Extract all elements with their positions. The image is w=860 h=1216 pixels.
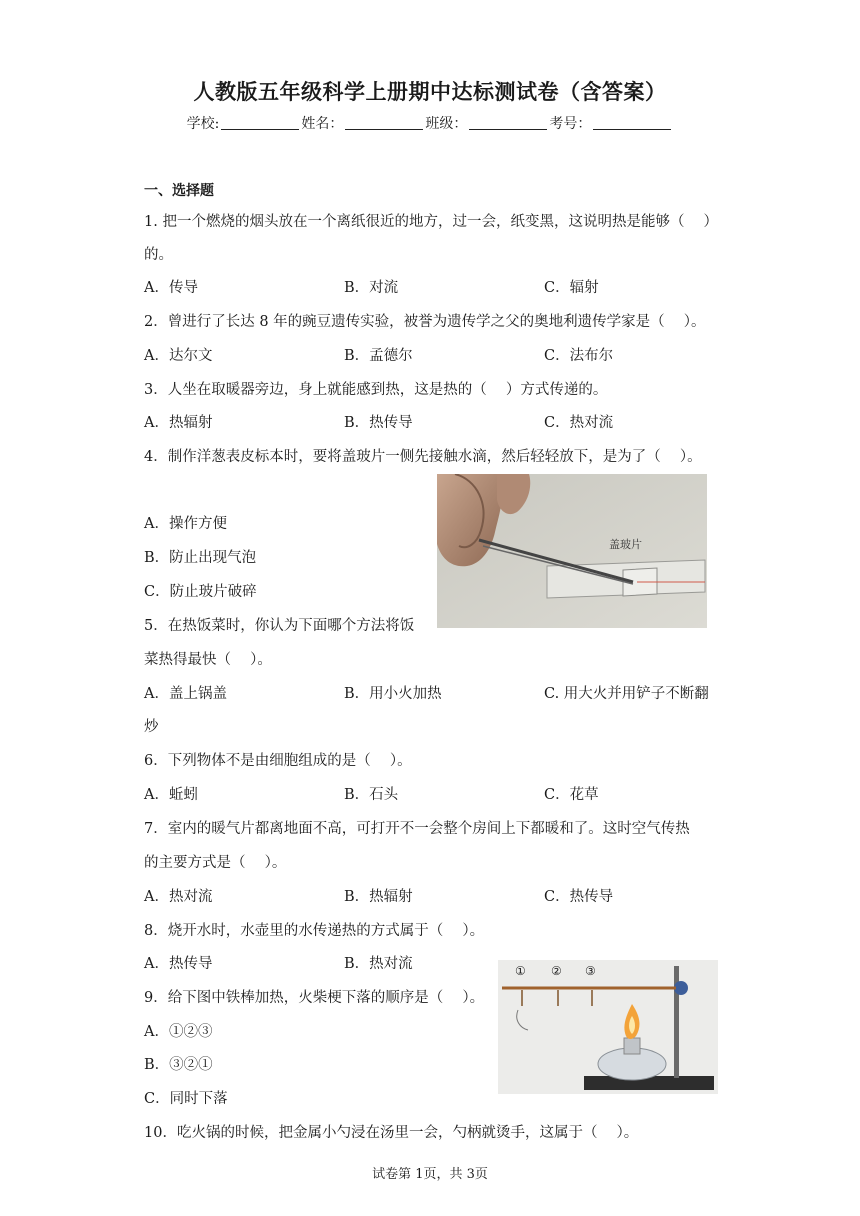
question-3-text: 3．人坐在取暖器旁边，身上就能感到热，这是热的（ ）方式传递的。 (144, 382, 608, 398)
coverslip-label: 盖玻片 (609, 538, 642, 551)
question-9-option-a: A．①②③ (144, 1024, 213, 1040)
class-label: 班级： (425, 116, 468, 132)
school-label: 学校: (186, 116, 220, 132)
question-9-text: 9．给下图中铁棒加热，火柴梗下落的顺序是（ ）。 (144, 990, 485, 1006)
question-6-option-a: A．蚯蚓 (144, 787, 198, 803)
question-5-option-b: B．用小火加热 (344, 686, 442, 702)
class-blank (469, 115, 547, 130)
question-5-option-a: A．盖上锅盖 (144, 686, 227, 702)
question-8-text: 8．烧开水时，水壶里的水传递热的方式属于（ ）。 (144, 923, 485, 939)
iron-rod-illustration (498, 960, 718, 1094)
question-9-option-b: B．③②① (144, 1057, 213, 1073)
question-4-option-a: A．操作方便 (144, 516, 227, 532)
question-1-option-a: A．传导 (144, 280, 198, 296)
question-1-text-cont: 的。 (144, 247, 173, 263)
question-7-option-c: C．热传导 (544, 889, 614, 905)
question-3-option-b: B．热传导 (344, 415, 413, 431)
question-1-text: 1. 把一个燃烧的烟头放在一个离纸很近的地方，过一会，纸变黑，这说明热是能够（ ） (144, 214, 719, 230)
marker-3-label: ③ (585, 964, 596, 978)
section-title: 一、选择题 (144, 183, 214, 199)
question-6-text: 6．下列物体不是由细胞组成的是（ ）。 (144, 753, 412, 769)
student-info-row (0, 113, 860, 133)
coverslip-photo (437, 474, 707, 628)
question-2-option-a: A．达尔文 (144, 348, 213, 364)
coverslip-illustration (437, 474, 707, 628)
page-footer: 试卷第 1页，共 3页 (372, 1167, 488, 1182)
question-7-text-cont: 的主要方式是（ ）。 (144, 855, 287, 871)
name-label: 姓名： (301, 116, 344, 132)
school-blank (221, 115, 299, 130)
question-9-option-c: C．同时下落 (144, 1091, 228, 1107)
number-label: 考号： (549, 116, 592, 132)
question-7-option-b: B．热辐射 (344, 889, 413, 905)
name-blank (345, 115, 423, 130)
question-7-text: 7．室内的暖气片都离地面不高，可打开不一会整个房间上下都暖和了。这时空气传热 (144, 821, 690, 837)
question-10-text: 10．吃火锅的时候，把金属小勺浸在汤里一会，勺柄就烫手，这属于（ ）。 (144, 1125, 639, 1141)
question-2-text: 2．曾进行了长达 8 年的豌豆遗传实验，被誉为遗传学之父的奥地利遗传学家是（ ）。 (144, 314, 706, 330)
marker-1-label: ① (515, 964, 526, 978)
marker-2-label: ② (551, 964, 562, 978)
question-6-option-c: C．花草 (544, 787, 599, 803)
iron-rod-heating-photo (498, 960, 718, 1094)
question-7-option-a: A．热对流 (144, 889, 213, 905)
question-4-option-b: B．防止出现气泡 (144, 550, 257, 566)
number-blank (593, 115, 671, 130)
question-2-option-b: B．孟德尔 (344, 348, 413, 364)
question-3-option-c: C．热对流 (544, 415, 614, 431)
question-3-option-a: A．热辐射 (144, 415, 213, 431)
question-1-option-c: C．辐射 (544, 280, 599, 296)
question-2-option-c: C．法布尔 (544, 348, 614, 364)
question-5-text: 5．在热饭菜时，你认为下面哪个方法将饭 (144, 618, 415, 634)
question-8-option-a: A．热传导 (144, 956, 213, 972)
question-1-option-b: B．对流 (344, 280, 399, 296)
page-title: 人教版五年级科学上册期中达标测试卷（含答案） (193, 79, 667, 104)
question-5-text-cont: 菜热得最快（ ）。 (144, 652, 272, 668)
question-6-option-b: B．石头 (344, 787, 399, 803)
question-8-option-b: B．热对流 (344, 956, 413, 972)
question-5-option-c: C. 用大火并用铲子不断翻 (544, 686, 709, 702)
question-5-option-c-cont: 炒 (144, 719, 159, 735)
question-4-text: 4．制作洋葱表皮标本时，要将盖玻片一侧先接触水滴，然后轻轻放下，是为了（ ）。 (144, 449, 702, 465)
question-4-option-c: C．防止玻片破碎 (144, 584, 257, 600)
